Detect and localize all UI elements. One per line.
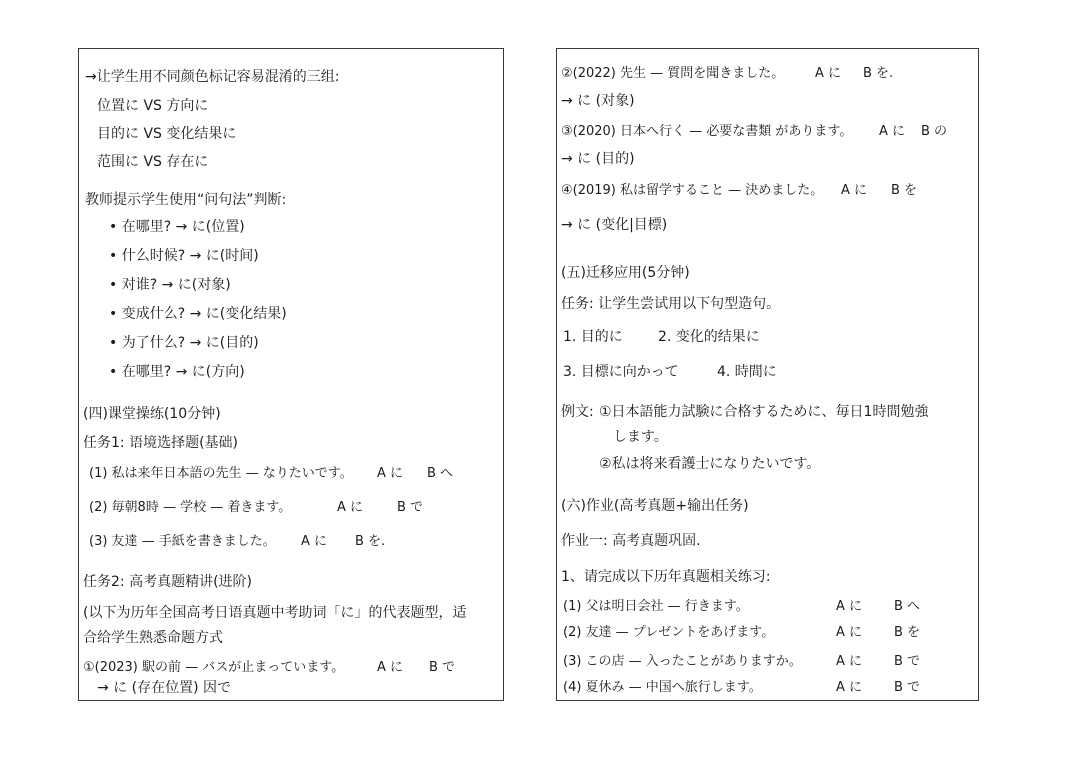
question-method-item: • 什么时候? → に(时间) xyxy=(109,248,259,264)
question-text: (1) 私は来年日本語の先生 — なりたいです。 xyxy=(89,466,353,481)
question-text: ④(2019) 私は留学すること — 決めました。 xyxy=(561,183,824,198)
option-a: A に xyxy=(841,183,868,198)
option-b: B で xyxy=(397,500,424,515)
example-label: 例文: xyxy=(561,404,594,420)
answer-note: → に (变化|目標) xyxy=(561,217,668,233)
answer-note: → に (目的) xyxy=(561,151,635,167)
intro-note: →让学生用不同颜色标记容易混淆的三组: xyxy=(85,69,340,85)
option-b: B へ xyxy=(894,599,921,614)
answer-note: → に (存在位置) 因で xyxy=(97,680,232,696)
option-a: A に xyxy=(337,500,364,515)
option-a: A に xyxy=(836,599,863,614)
option-b: B へ xyxy=(427,466,454,481)
option-a: A に xyxy=(879,124,906,139)
example-sentence: ①日本語能力試験に合格するために、毎日1時間勉強 xyxy=(599,404,929,420)
task-note: 合给学生熟悉命题方式 xyxy=(83,630,223,646)
question-method-item: • 在哪里? → に(方向) xyxy=(109,364,245,380)
teacher-tip: 教师提示学生使用“问句法”判断: xyxy=(85,192,287,208)
task-note: (以下为历年全国高考日语真题中考助词「に」的代表题型，适 xyxy=(83,605,467,621)
contrast-pair: 位置に VS 方向に xyxy=(97,98,209,114)
option-a: A に xyxy=(377,660,404,675)
example-sentence: します。 xyxy=(613,429,668,445)
option-b: B で xyxy=(894,680,921,695)
question-text: ②(2022) 先生 — 質問を聞きました。 xyxy=(561,66,785,81)
option-a: A に xyxy=(836,625,863,640)
question-method-item: • 在哪里? → に(位置) xyxy=(109,219,245,235)
option-b: B を. xyxy=(863,66,894,81)
question-text: (1) 父は明日会社 — 行きます。 xyxy=(563,599,749,614)
example-sentence: ②私は将来看護士になりたいです。 xyxy=(599,456,821,472)
section-title: (五)迁移应用(5分钟) xyxy=(561,265,690,281)
option-b: B を xyxy=(894,625,921,640)
option-a: A に xyxy=(301,534,328,549)
task-title: 任务: 让学生尝试用以下句型造句。 xyxy=(561,296,781,312)
left-page xyxy=(78,48,504,701)
question-text: (2) 友達 — プレゼントをあげます。 xyxy=(563,625,775,640)
sentence-pattern: 1. 目的に xyxy=(563,329,623,345)
homework-instruction: 1、请完成以下历年真题相关练习: xyxy=(561,569,771,585)
question-text: (4) 夏休み — 中国へ旅行します。 xyxy=(563,680,762,695)
option-a: A に xyxy=(836,654,863,669)
section-title: (六)作业(高考真题+输出任务) xyxy=(561,498,749,514)
homework-title: 作业一: 高考真题巩固. xyxy=(561,533,701,549)
question-text: (3) 友達 — 手紙を書きました。 xyxy=(89,534,276,549)
contrast-pair: 目的に VS 变化结果に xyxy=(97,126,237,142)
question-method-item: • 对谁? → に(对象) xyxy=(109,277,231,293)
question-text: ③(2020) 日本へ行く — 必要な書類 があります。 xyxy=(561,124,853,139)
sentence-pattern: 4. 時間に xyxy=(717,364,777,380)
option-b: B の xyxy=(921,124,948,139)
option-b: B で xyxy=(894,654,921,669)
option-b: B を xyxy=(891,183,918,198)
right-page xyxy=(556,48,979,701)
option-a: A に xyxy=(836,680,863,695)
question-text: (3) この店 — 入ったことがありますか。 xyxy=(563,654,802,669)
sentence-pattern: 3. 目標に向かって xyxy=(563,364,679,380)
task-title: 任务1: 语境选择题(基础) xyxy=(83,435,238,451)
question-method-item: • 变成什么? → に(变化结果) xyxy=(109,306,287,322)
option-b: B で xyxy=(429,660,456,675)
question-text: ①(2023) 駅の前 — バスが止まっています。 xyxy=(83,660,345,675)
sentence-pattern: 2. 变化的结果に xyxy=(658,329,760,345)
option-a: A に xyxy=(377,466,404,481)
contrast-pair: 范围に VS 存在に xyxy=(97,154,209,170)
option-b: B を. xyxy=(355,534,386,549)
task-title: 任务2: 高考真题精讲(进阶) xyxy=(83,574,252,590)
question-text: (2) 毎朝8時 — 学校 — 着きます。 xyxy=(89,500,292,515)
question-method-item: • 为了什么? → に(目的) xyxy=(109,335,259,351)
section-title: (四)课堂操练(10分钟) xyxy=(83,406,221,422)
option-a: A に xyxy=(815,66,842,81)
answer-note: → に (对象) xyxy=(561,93,635,109)
